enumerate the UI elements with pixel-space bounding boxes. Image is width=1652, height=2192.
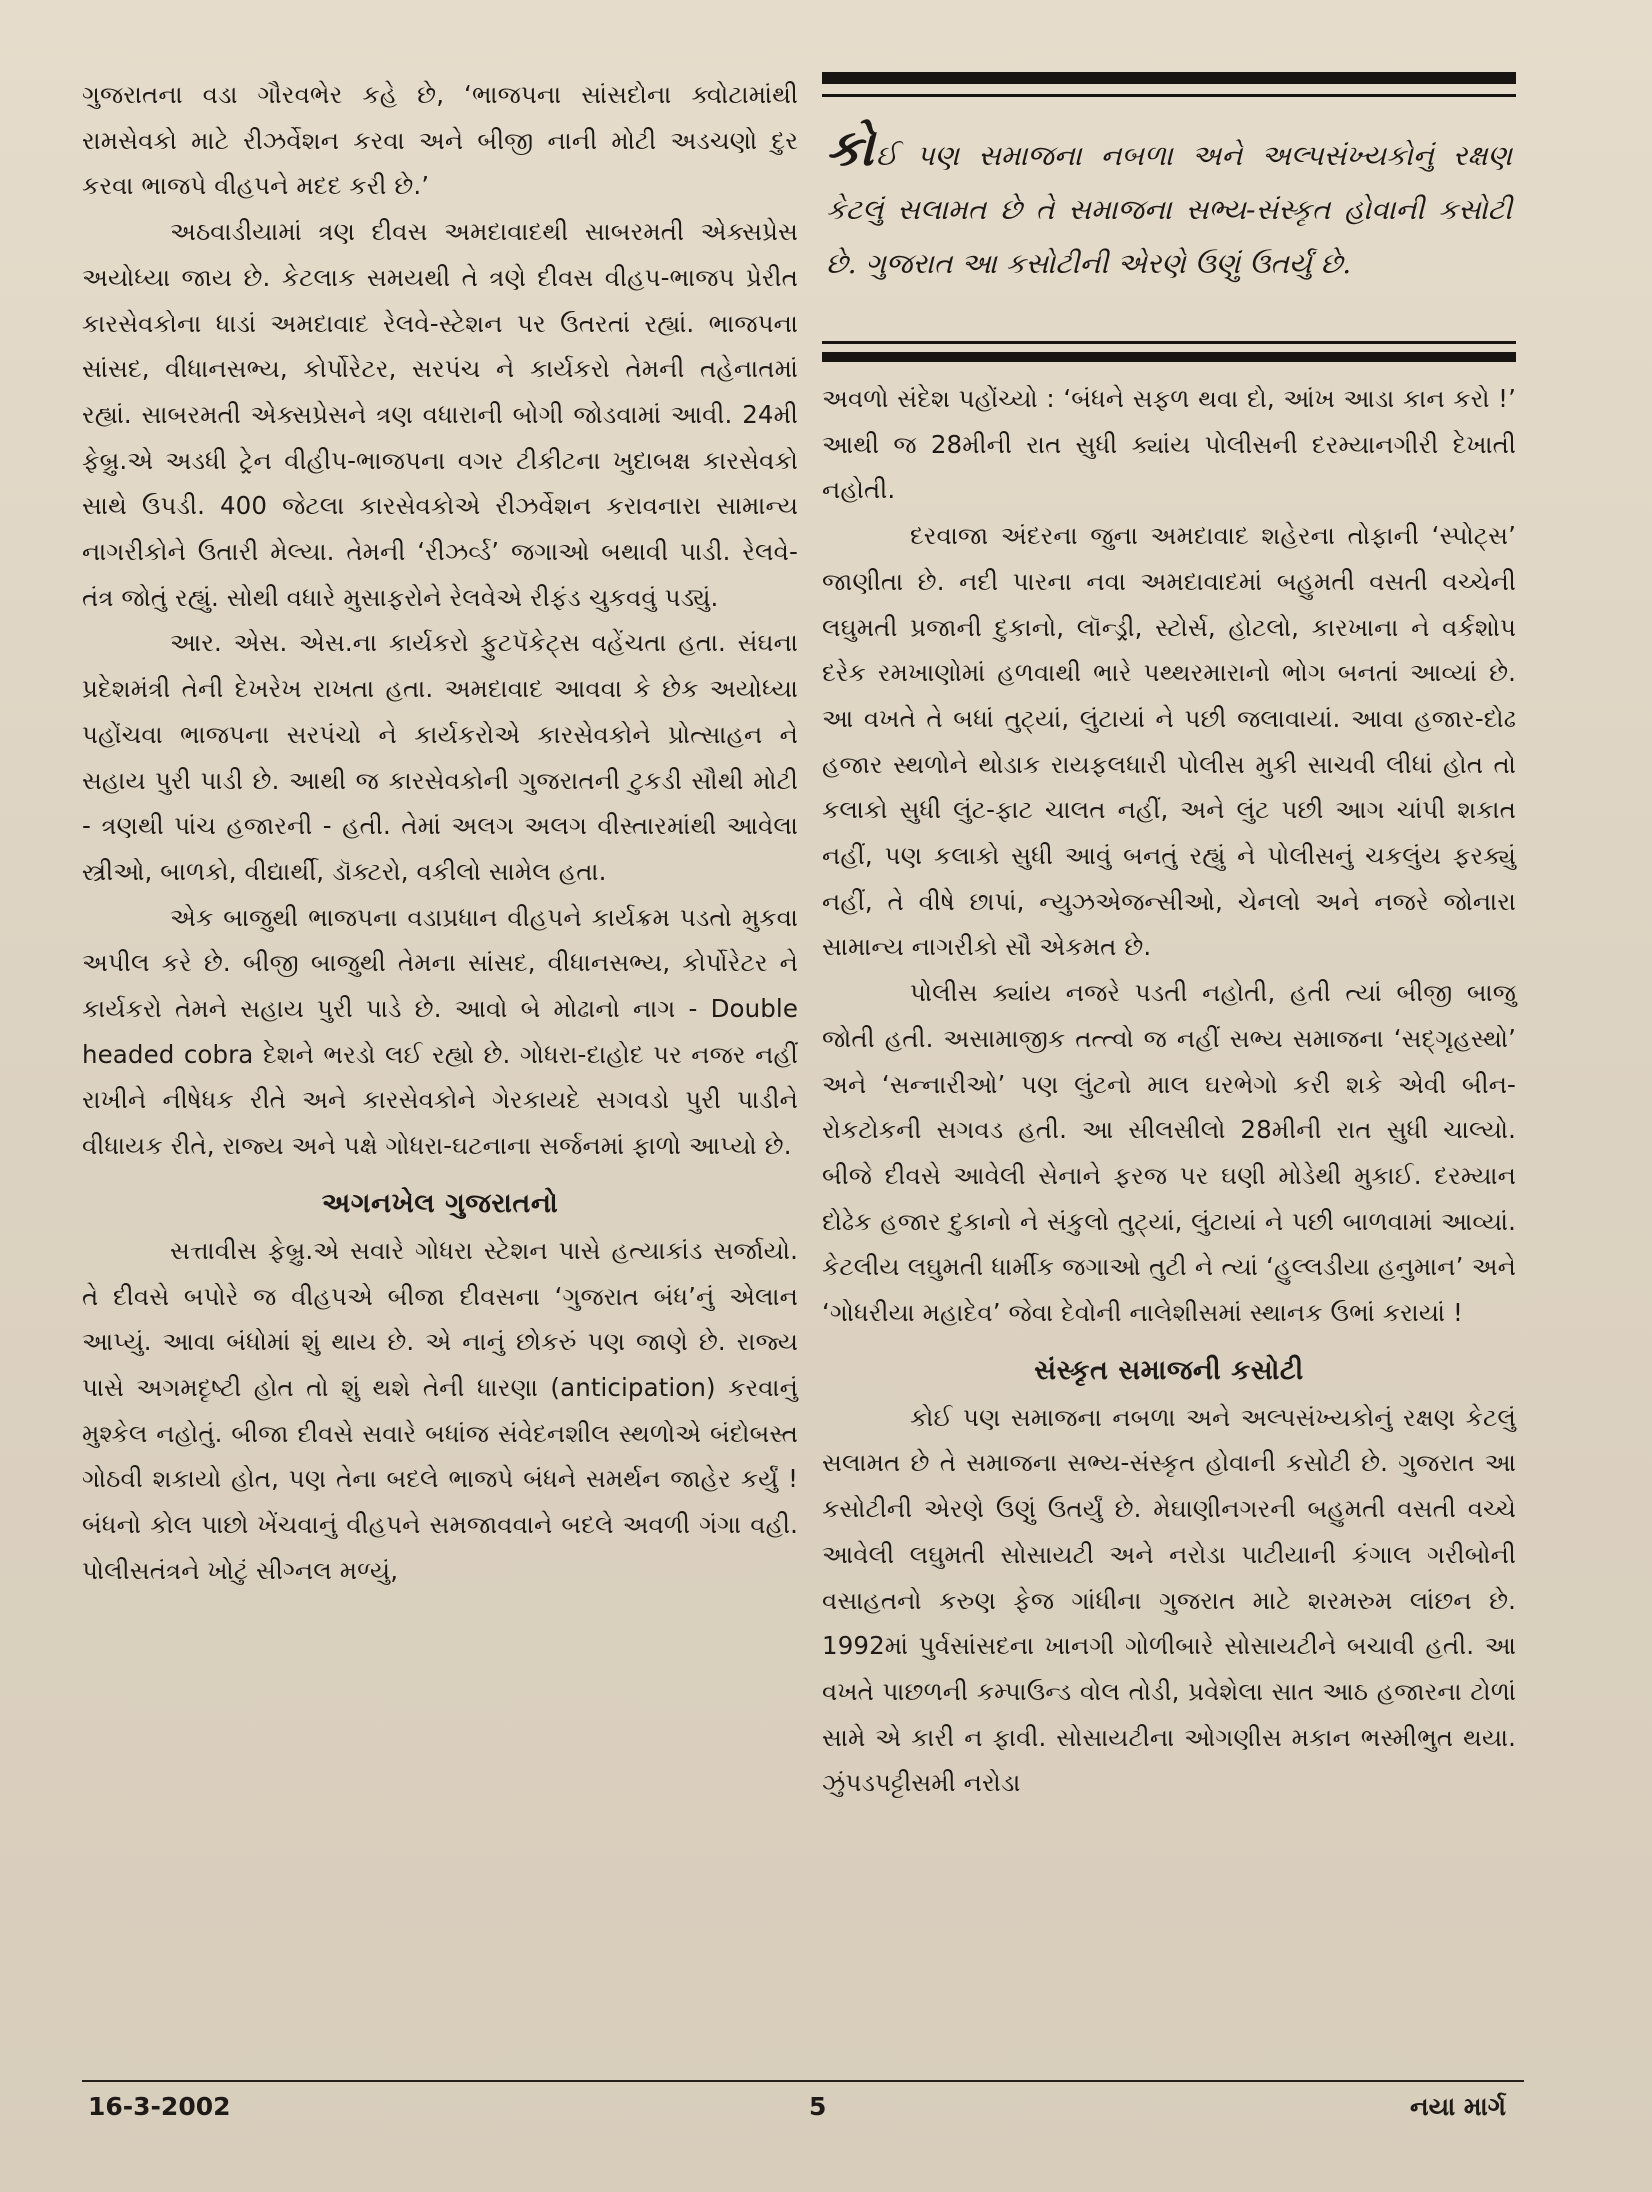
footer-magazine-name: નયા માર્ગ <box>1410 2092 1506 2121</box>
left-column <box>82 72 798 1594</box>
right-paragraph-3: પોલીસ ક્યાંય નજરે પડતી નહોતી, હતી ત્યાં બીજી બાજુ જોતી હતી. અસામાજીક તત્ત્વો જ નહીં સભ્ય સમાજના ‘સદ્ગૃહસ્થો’ અને ‘સન્નારીઓ’ પણ લુંટનો માલ ઘરભેગો કરી શકે એવી બીન-રોકટોકની સગવડ હતી. આ સીલસીલો 28મીની રાત સુધી ચાલ્યો. બીજે દીવસે આવેલી સેનાને ફરજ પર ઘણી મોડેથી મુકાઈ. દરમ્યાન દોઢેક હજાર દુકાનો ને સંકુલો તુટ્યાં, લુંટાયાં ને પછી બાળવામાં આવ્યાં. કેટલીય લઘુમતી ધાર્મીક જગાઓ તુટી ને ત્યાં ‘હુલ્લડીયા હનુમાન’ અને ‘ગોધરીયા મહાદેવ’ જેવા દેવોની નાલેશીસમાં સ્થાનક ઉભાં કરાયાં ! <box>822 978 1516 1328</box>
right-paragraph-4: કોઈ પણ સમાજના નબળા અને અલ્પસંખ્યકોનું રક્ષણ કેટલું સલામત છે તે સમાજના સભ્ય-સંસ્કૃત હોવાની કસોટી છે. ગુજરાત આ કસોટીની એરણે ઉણું ઉતર્યું છે. મેઘાણીનગરની બહુમતી વસતી વચ્ચે આવેલી લઘુમતી સોસાયટી અને નરોડા પાટીયાની કંગાલ ગરીબોની વસાહતનો કરુણ ફેજ ગાંધીના ગુજરાત માટે શરમરુમ લાંછન છે. 1992માં પુર્વસાંસદના ખાનગી ગોળીબારે સોસાયટીને બચાવી હતી. આ વખતે પાછળની કમ્પાઉન્ડ વોલ તોડી, પ્રવેશેલા સાત આઠ હજારના ટોળાં સામે એ કારી ન ફાવી. સોસાયટીના ઓગણીસ મકાન ભસ્મીભુત થયા. ઝુંપડપટ્ટીસમી નરોડા <box>822 1402 1516 1798</box>
left-paragraph-5: સત્તાવીસ ફેબ્રુ.એ સવારે ગોધરા સ્ટેશન પાસે હત્યાકાંડ સર્જાયો. તે દીવસે બપોરે જ વીહપએ બીજા દીવસના ‘ગુજરાત બંધ’નું એલાન આપ્યું. આવા બંધોમાં શું થાય છે. એ નાનું છોકરું પણ જાણે છે. રાજ્ય પાસે અગમદૃષ્ટી હોત તો શું થશે તેની ધારણા (anticipation) કરવાનું મુશ્કેલ નહોતું. બીજા દીવસે સવારે બધાંજ સંવેદનશીલ સ્થળોએ બંદોબસ્ત ગોઠવી શકાયો હોત, પણ તેના બદલે ભાજપે બંધને સમર્થન જાહેર કર્યું ! બંધનો કોલ પાછો ખેંચવાનું વીહપને સમજાવવાને બદલે અવળી ગંગા વહી. પોલીસતંત્રને ખોટું સીગ્નલ મળ્યું, <box>82 1235 798 1585</box>
left-paragraph-4: એક બાજુથી ભાજપના વડાપ્રધાન વીહપને કાર્યક્રમ પડતો મુકવા અપીલ કરે છે. બીજી બાજુથી તેમના સાંસદ, વીધાનસભ્ય, કોર્પોરેટર ને કાર્યકરો તેમને સહાય પુરી પાડે છે. આવો બે મોઢાનો નાગ - Double headed cobra દેશને ભરડો લઈ રહ્યો છે. ગોધરા-દાહોદ પર નજર નહીં રાખીને નીષેધક રીતે અને કારસેવકોને ગેરકાયદે સગવડો પુરી પાડીને વીધાયક રીતે, રાજ્ય અને પક્ષે ગોધરા-ઘટનાના સર્જનમાં ફાળો આપ્યો છે. <box>82 902 798 1161</box>
left-paragraph-3: આર. એસ. એસ.ના કાર્યકરો ફુટપૅકેટ્સ વહેંચતા હતા. સંઘના પ્રદેશમંત્રી તેની દેખરેખ રાખતા હતા. અમદાવાદ આવવા કે છેક અયોધ્યા પહોંચવા ભાજપના સરપંચો ને કાર્યકરોએ કારસેવકોને પ્રોત્સાહન ને સહાય પુરી પાડી છે. આથી જ કારસેવકોની ગુજરાતની ટુકડી સૌથી મોટી - ત્રણથી પાંચ હજારની - હતી. તેમાં અલગ અલગ વીસ્તારમાંથી આવેલા સ્ત્રીઓ, બાળકો, વીદ્યાર્થી, ડૉક્ટરો, વકીલો સામેલ હતા. <box>82 628 798 886</box>
right-paragraph-2: દરવાજા અંદરના જુના અમદાવાદ શહેરના તોફાની ‘સ્પોટ્સ’ જાણીતા છે. નદી પારના નવા અમદાવાદમાં બહુમતી વસતી વચ્ચેની લઘુમતી પ્રજાની દુકાનો, લૉન્ડ્રી, સ્ટોર્સ, હોટલો, કારખાના ને વર્કશોપ દરેક રમખાણોમાં હળવાથી ભારે પથ્થરમારાનો ભોગ બનતાં આવ્યાં છે. આ વખતે તે બધાં તુટ્યાં, લુંટાયાં ને પછી જલાવાયાં. આવા હજાર-દોઢ હજાર સ્થળોને થોડાક રાયફલધારી પોલીસ મુકી સાચવી લીધાં હોત તો કલાકો સુધી લુંટ-ફાટ ચાલત નહીં, અને લુંટ પછી આગ ચાંપી શકાત નહીં, પણ કલાકો સુધી આવું બનતું રહ્યું ને પોલીસનું ચકલુંય ફરક્યું નહીં, તે વીષે છાપાં, ન્યુઝએજન્સીઓ, ચેનલો અને નજરે જોનારા સામાન્ય નાગરીકો સૌ એકમત છે. <box>822 521 1516 962</box>
right-paragraph-1: અવળો સંદેશ પહોંચ્યો : ‘બંધને સફળ થવા દો, આંખ આડા કાન કરો !’ આથી જ 28મીની રાત સુધી ક્યાંય પોલીસની દરમ્યાનગીરી દેખાતી નહોતી. <box>822 384 1516 505</box>
footer-rule <box>82 2080 1524 2082</box>
pull-quote-bottom-rule <box>822 352 1516 362</box>
pull-quote-dropcap: કો <box>826 118 874 177</box>
section-heading-agankhel: અગનખેલ ગુજરાતનો <box>321 1187 559 1219</box>
pull-quote-top-thin-rule <box>822 94 1516 97</box>
left-paragraph-1: ગુજરાતના વડા ગૌરવભેર કહે છે, ‘ભાજપના સાંસદોના ક્વોટામાંથી રામસેવકો માટે રીઝર્વેશન કરવા અને બીજી નાની મોટી અડચણો દુર કરવા ભાજપે વીહપને મદદ કરી છે.’ <box>82 80 798 201</box>
pull-quote-bottom-thin-rule <box>822 341 1516 344</box>
pull-quote-top-rule <box>822 72 1516 84</box>
pull-quote-text: ઈ પણ સમાજના નબળા અને અલ્પસંખ્યકોનું રક્ષણ કેટલું સલામત છે તે સમાજના સભ્ય-સંસ્કૃત હોવાની કસોટી છે. ગુજરાત આ કસોટીની એરણે ઉણું ઉતર્યું છે. <box>826 139 1512 280</box>
pull-quote-text-block <box>826 118 1512 291</box>
left-paragraph-2: અઠવાડીયામાં ત્રણ દીવસ અમદાવાદથી સાબરમતી એક્સપ્રેસ અયોધ્યા જાય છે. કેટલાક સમયથી તે ત્રણે દીવસ વીહપ-ભાજપ પ્રેરીત કારસેવકોના ધાડાં અમદાવાદ રેલવે-સ્ટેશન પર ઉતરતાં રહ્યાં. ભાજપના સાંસદ, વીધાનસભ્ય, કોર્પોરેટર, સરપંચ ને કાર્યકરો તેમની તહેનાતમાં રહ્યાં. સાબરમતી એક્સપ્રેસને ત્રણ વધારાની બોગી જોડવામાં આવી. 24મી ફેબ્રુ.એ અડધી ટ્રેન વીહીપ-ભાજપના વગર ટીકીટના ખુદાબક્ષ કારસેવકો સાથે ઉપડી. 400 જેટલા કારસેવકોએ રીઝર્વેશન કરાવનારા સામાન્ય નાગરીકોને ઉતારી મેલ્યા. તેમની ‘રીઝર્વ્ડ’ જગાઓ બથાવી પાડી. રેલવે-તંત્ર જોતું રહ્યું. સોથી વધારે મુસાફરોને રેલવેએ રીફંડ ચુકવવું પડ્યું. <box>82 217 798 612</box>
right-column <box>822 376 1516 1806</box>
pull-quote <box>822 72 1516 362</box>
footer-date: 16-3-2002 <box>88 2092 231 2121</box>
footer-page-number: 5 <box>809 2092 827 2121</box>
section-heading-sanskrut-samaj: સંસ્કૃત સમાજની કસોટી <box>1034 1354 1304 1386</box>
